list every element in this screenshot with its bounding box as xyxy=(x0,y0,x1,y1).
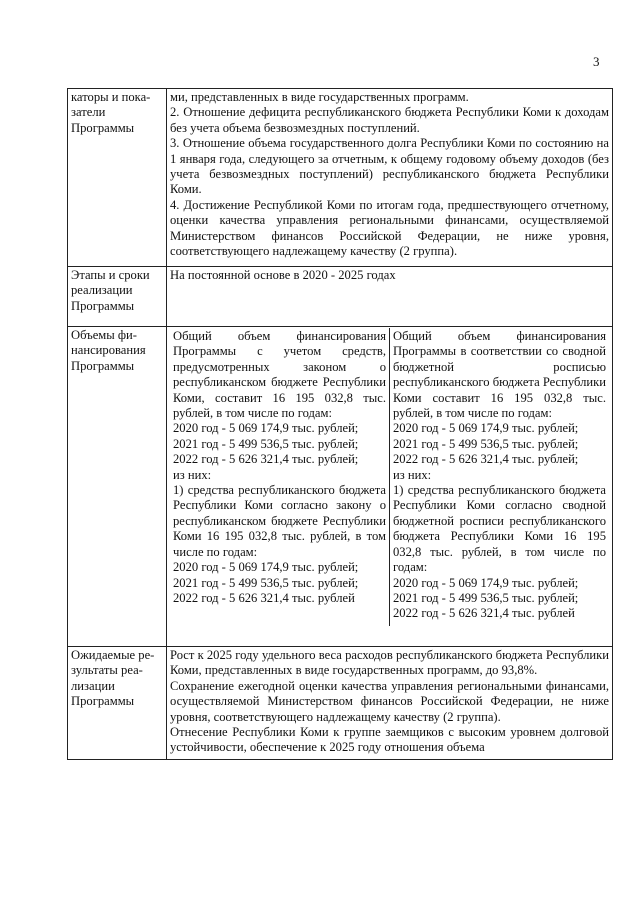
result-paragraph: Рост к 2025 году удельного веса расходов республиканского бюджета Республики Коми, представленных в виде государственных программ, до 93,8%. xyxy=(170,648,609,678)
indicator-paragraph: 4. Достижение Республикой Коми по итогам года, предшествующего отчетному, оценки качества управления региональными финансами, осуществляемой Министерством финансов Российской Федерации, не ниже уровня, соответствующего надлежащему качеству (2 группа). xyxy=(170,197,609,259)
content-indicators xyxy=(167,89,613,267)
result-paragraph: Сохранение ежегодной оценки качества управления региональными финансами, осуществляемой Министерством финансов Российской Федерации, не ниже уровня, соответствующего надлежащему качеству (2 группа). xyxy=(170,678,609,724)
label-line: Программы xyxy=(71,358,135,373)
label-funding xyxy=(68,327,167,647)
funding-source-year: 2020 год - 5 069 174,9 тыс. рублей; xyxy=(393,575,579,590)
label-line: Программы xyxy=(71,120,135,135)
funding-intro: Общий объем финансирования Программы в соответствии со сводной бюджетной росписью республиканского бюджета Республики Коми составит 16 195 032,8 тыс. рублей, в том числе по годам: xyxy=(393,329,606,421)
label-line: Программы xyxy=(71,694,135,709)
row-funding xyxy=(68,327,613,647)
row-stages xyxy=(68,267,613,327)
indicator-paragraph: ми, представленных в виде государственных программ. xyxy=(170,90,469,104)
funding-year: 2021 год - 5 499 536,5 тыс. рублей; xyxy=(393,436,579,451)
label-results xyxy=(68,647,167,760)
funding-source-year: 2020 год - 5 069 174,9 тыс. рублей; xyxy=(173,560,359,575)
label-line: каторы и пока- xyxy=(71,90,151,104)
funding-columns xyxy=(170,328,609,626)
funding-year: 2022 год - 5 626 321,4 тыс. рублей; xyxy=(393,452,579,467)
funding-source-year: 2021 год - 5 499 536,5 тыс. рублей; xyxy=(173,575,359,590)
funding-source-year: 2022 год - 5 626 321,4 тыс. рублей xyxy=(173,590,355,605)
content-results xyxy=(167,647,613,760)
funding-year: 2020 год - 5 069 174,9 тыс. рублей; xyxy=(393,421,579,436)
funding-of-them: из них: xyxy=(173,467,212,482)
indicator-paragraph: 3. Отношение объема государственного долга Республики Коми по состоянию на 1 января года, следующего за отчетным, к общему годовому объему доходов (без учета безвозмездных поступлений) республиканского бюджета Республики Коми. xyxy=(170,136,609,197)
funding-source-year: 2021 год - 5 499 536,5 тыс. рублей; xyxy=(393,590,579,605)
funding-intro: Общий объем финансирования Программы с учетом средств, предусмотренных законом о республиканском бюджете Республики Коми, составит 16 195 032,8 тыс. рублей, в том числе по годам: xyxy=(173,329,386,421)
stages-text: На постоянной основе в 2020 - 2025 годах xyxy=(170,268,396,282)
funding-budget-list-column xyxy=(389,328,609,626)
indicator-paragraph: 2. Отношение дефицита республиканского бюджета Республики Коми к доходам без учета объема безвозмездных поступлений. xyxy=(170,105,609,135)
program-passport-table xyxy=(67,88,613,760)
label-line: Этапы и сроки xyxy=(71,268,150,282)
funding-source: 1) средства республиканского бюджета Республики Коми согласно закону о республиканском бюджете Республики Коми 16 195 032,8 тыс. рублей, в том числе по годам: xyxy=(173,483,386,559)
label-indicators xyxy=(68,89,167,267)
funding-year: 2020 год - 5 069 174,9 тыс. рублей; xyxy=(173,421,359,436)
label-line: реализации xyxy=(71,283,133,298)
funding-source: 1) средства республиканского бюджета Республики Коми согласно сводной бюджетной росписи республиканского бюджета Республики Коми 16 195 032,8 тыс. рублей, в том числе по годам: xyxy=(393,483,606,575)
row-indicators xyxy=(68,89,613,267)
result-paragraph: Отнесение Республики Коми к группе заемщиков с высоким уровнем долговой устойчивости, обеспечение к 2025 году отношения объема xyxy=(170,725,609,755)
label-line: лизации xyxy=(71,678,115,693)
label-line: зультаты реа- xyxy=(71,663,143,678)
label-line: Ожидаемые ре- xyxy=(71,648,155,662)
funding-source-year: 2022 год - 5 626 321,4 тыс. рублей xyxy=(393,606,575,621)
row-results xyxy=(68,647,613,760)
label-stages xyxy=(68,267,167,327)
funding-of-them: из них: xyxy=(393,467,432,482)
content-stages xyxy=(167,267,613,327)
funding-year: 2021 год - 5 499 536,5 тыс. рублей; xyxy=(173,436,359,451)
label-line: Программы xyxy=(71,298,135,313)
label-line: затели xyxy=(71,105,106,120)
funding-year: 2022 год - 5 626 321,4 тыс. рублей; xyxy=(173,452,359,467)
content-funding xyxy=(167,327,613,647)
label-line: нансирования xyxy=(71,343,146,358)
funding-law-column xyxy=(170,328,389,626)
label-line: Объемы фи- xyxy=(71,328,137,342)
page-number: 3 xyxy=(593,54,600,69)
